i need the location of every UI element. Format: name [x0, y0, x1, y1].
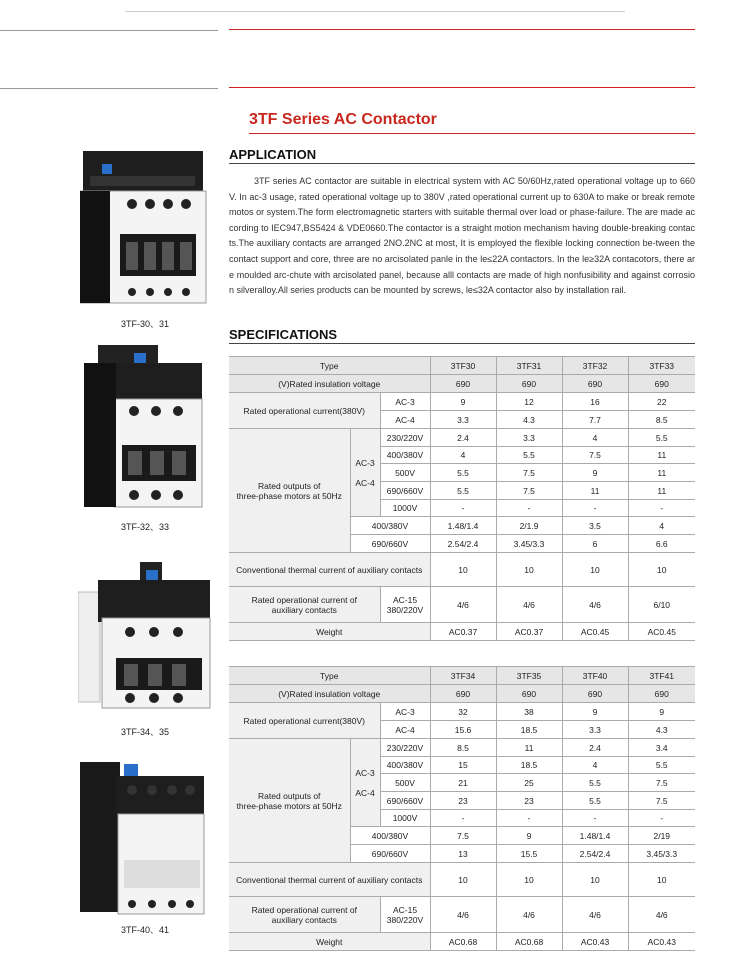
- value-cell: 11: [628, 464, 695, 482]
- application-text: 3TF series AC contactor are suitable in electrical system with AC 50/60Hz,rated operational voltage up to 660V. In ac-3 usage, rated operational voltage up to 380V ,rated operational current up to 630A to make or break remote motos or system.The form electromagnetic starters with suitable thermal over load or phase-failure. The are made according to IEC947,BS5424 & VDE0660.The contactor is a straight motion mechanism having double-breaking contacts.The auxiliary contacts are arranged 2NO.2NC at most, It is employed the flexible locking connection be-tween the contact support and core, three are no arcisolated panle in the le≤22A contactors. In the le≥32A contacotors, there are moulded arc-chute with arcisolated panel, because alll contacts are made of high nonfusibility and against corrosion silveralloy.All series products can be mounted by screws, le≤32A contactor also by installation rail.: [229, 176, 695, 296]
- table-row: [229, 897, 695, 933]
- value-cell: 5.5: [430, 464, 496, 482]
- ac3-ac4-label: AC-3 AC-4: [350, 739, 380, 827]
- value-cell: 7.5: [628, 774, 695, 792]
- value-cell: 3.3: [562, 721, 628, 739]
- voltage-label: 690/660V: [350, 845, 430, 863]
- table-row: [229, 933, 695, 951]
- value-cell: 7.7: [562, 411, 628, 429]
- value-cell: 18.5: [496, 721, 562, 739]
- value-cell: 10: [628, 863, 695, 897]
- table-row: [229, 703, 695, 721]
- value-cell: 3.3: [430, 411, 496, 429]
- value-cell: 10: [430, 863, 496, 897]
- model-cell: 3TF30: [430, 357, 496, 375]
- page-title: 3TF Series AC Contactor: [249, 111, 437, 128]
- value-cell: 38: [496, 703, 562, 721]
- weight-label: Weight: [229, 623, 430, 641]
- value-cell: 15.6: [430, 721, 496, 739]
- value-cell: 8.5: [430, 739, 496, 757]
- value-cell: 690: [562, 685, 628, 703]
- value-cell: 3.5: [562, 517, 628, 535]
- value-cell: 5.5: [496, 447, 562, 464]
- model-cell: 3TF31: [496, 357, 562, 375]
- value-cell: 5.5: [562, 774, 628, 792]
- value-cell: 6.6: [628, 535, 695, 553]
- value-cell: 10: [430, 553, 496, 587]
- value-cell: -: [628, 500, 695, 517]
- value-cell: 10: [496, 553, 562, 587]
- value-cell: 690: [496, 685, 562, 703]
- value-cell: 7.5: [562, 447, 628, 464]
- value-cell: 9: [562, 703, 628, 721]
- model-cell: 3TF32: [562, 357, 628, 375]
- value-cell: 18.5: [496, 757, 562, 774]
- value-cell: 5.5: [628, 429, 695, 447]
- table-row: [229, 553, 695, 587]
- motors-label: Rated outputs of three-phase motors at 50Hz: [229, 739, 350, 863]
- model-cell: 3TF40: [562, 667, 628, 685]
- specifications-rule: [229, 343, 695, 344]
- value-cell: 6: [562, 535, 628, 553]
- ac3-ac4-label: AC-3 AC-4: [350, 429, 380, 517]
- value-cell: 690: [628, 375, 695, 393]
- value-cell: 13: [430, 845, 496, 863]
- value-cell: 15.5: [496, 845, 562, 863]
- value-cell: 4/6: [496, 897, 562, 933]
- table-row: [229, 623, 695, 641]
- value-cell: 11: [496, 739, 562, 757]
- value-cell: 4/6: [628, 897, 695, 933]
- value-cell: 1.48/1.4: [430, 517, 496, 535]
- ac15-label: AC-15 380/220V: [380, 587, 430, 623]
- contactor-3tf30-image: [80, 146, 215, 311]
- voltage-label: 400/380V: [380, 447, 430, 464]
- contactor-3tf34-image: [78, 562, 218, 717]
- value-cell: AC0.37: [430, 623, 496, 641]
- table-row: [229, 393, 695, 411]
- motors-label: Rated outputs of three-phase motors at 50Hz: [229, 429, 350, 553]
- type-label: Type: [229, 357, 430, 375]
- value-cell: 10: [628, 553, 695, 587]
- ac3-label: AC-3: [380, 703, 430, 721]
- specifications-heading: SPECIFICATIONS: [229, 327, 338, 342]
- application-heading: APPLICATION: [229, 147, 317, 162]
- table-row: [229, 667, 695, 685]
- value-cell: 23: [430, 792, 496, 810]
- value-cell: 9: [628, 703, 695, 721]
- value-cell: 2/19: [628, 827, 695, 845]
- value-cell: 4: [562, 757, 628, 774]
- table-row: [229, 685, 695, 703]
- value-cell: 4.3: [496, 411, 562, 429]
- value-cell: -: [562, 810, 628, 827]
- value-cell: -: [430, 500, 496, 517]
- value-cell: 8.5: [628, 411, 695, 429]
- value-cell: 10: [562, 553, 628, 587]
- voltage-label: 690/660V: [380, 792, 430, 810]
- insulation-label: (V)Rated insulation voltage: [229, 685, 430, 703]
- value-cell: 11: [628, 482, 695, 500]
- table-row: [229, 739, 695, 757]
- value-cell: 7.5: [496, 464, 562, 482]
- value-cell: 4: [628, 517, 695, 535]
- value-cell: 4: [430, 447, 496, 464]
- value-cell: 690: [430, 685, 496, 703]
- op-current-label: Rated operational current(380V): [229, 703, 380, 739]
- value-cell: -: [430, 810, 496, 827]
- value-cell: 5.5: [430, 482, 496, 500]
- value-cell: 15: [430, 757, 496, 774]
- value-cell: 7.5: [430, 827, 496, 845]
- value-cell: 12: [496, 393, 562, 411]
- spec-table-2: [229, 666, 695, 951]
- value-cell: 32: [430, 703, 496, 721]
- ac4-label: AC-4: [380, 721, 430, 739]
- model-cell: 3TF35: [496, 667, 562, 685]
- voltage-label: 230/220V: [380, 739, 430, 757]
- value-cell: 4/6: [562, 587, 628, 623]
- title-rule-top: [229, 87, 695, 88]
- product-caption: 3TF-32、33: [120, 522, 170, 532]
- model-cell: 3TF34: [430, 667, 496, 685]
- value-cell: 690: [628, 685, 695, 703]
- ac4-label: AC-4: [380, 411, 430, 429]
- value-cell: -: [562, 500, 628, 517]
- value-cell: 3.3: [496, 429, 562, 447]
- title-rule-left: [0, 88, 218, 89]
- insulation-label: (V)Rated insulation voltage: [229, 375, 430, 393]
- value-cell: 4/6: [496, 587, 562, 623]
- value-cell: -: [496, 810, 562, 827]
- product-caption: 3TF-40、41: [120, 925, 170, 935]
- value-cell: -: [496, 500, 562, 517]
- voltage-label: 400/380V: [350, 517, 430, 535]
- voltage-label: 500V: [380, 774, 430, 792]
- product-caption: 3TF-30、31: [120, 319, 170, 329]
- value-cell: 4.3: [628, 721, 695, 739]
- voltage-label: 400/380V: [380, 757, 430, 774]
- voltage-label: 1000V: [380, 810, 430, 827]
- table-row: [229, 587, 695, 623]
- value-cell: 10: [496, 863, 562, 897]
- application-rule: [229, 163, 695, 164]
- type-label: Type: [229, 667, 430, 685]
- weight-label: Weight: [229, 933, 430, 951]
- value-cell: 22: [628, 393, 695, 411]
- value-cell: AC0.68: [496, 933, 562, 951]
- value-cell: AC0.43: [628, 933, 695, 951]
- ac3-label: AC-3: [380, 393, 430, 411]
- model-cell: 3TF41: [628, 667, 695, 685]
- title-rule-bottom: [249, 133, 695, 134]
- value-cell: -: [628, 810, 695, 827]
- value-cell: 3.45/3.3: [628, 845, 695, 863]
- value-cell: 3.45/3.3: [496, 535, 562, 553]
- contactor-3tf40-image: [80, 760, 210, 920]
- value-cell: 25: [496, 774, 562, 792]
- value-cell: AC0.43: [562, 933, 628, 951]
- value-cell: 2.4: [562, 739, 628, 757]
- contactor-3tf32-image: [84, 343, 214, 513]
- table-row: [229, 429, 695, 447]
- value-cell: AC0.37: [496, 623, 562, 641]
- voltage-label: 690/660V: [350, 535, 430, 553]
- value-cell: 2.54/2.4: [562, 845, 628, 863]
- value-cell: AC0.68: [430, 933, 496, 951]
- value-cell: 9: [562, 464, 628, 482]
- value-cell: 11: [562, 482, 628, 500]
- value-cell: 3.4: [628, 739, 695, 757]
- voltage-label: 690/660V: [380, 482, 430, 500]
- voltage-label: 1000V: [380, 500, 430, 517]
- spec-table-1: [229, 356, 695, 641]
- value-cell: 4/6: [562, 897, 628, 933]
- aux-label: Rated operational current of auxiliary contacts: [229, 587, 380, 623]
- voltage-label: 500V: [380, 464, 430, 482]
- value-cell: 21: [430, 774, 496, 792]
- model-cell: 3TF33: [628, 357, 695, 375]
- value-cell: 10: [562, 863, 628, 897]
- value-cell: 690: [430, 375, 496, 393]
- value-cell: 6/10: [628, 587, 695, 623]
- voltage-label: 400/380V: [350, 827, 430, 845]
- value-cell: 4: [562, 429, 628, 447]
- thermal-label: Conventional thermal current of auxiliary contacts: [229, 553, 430, 587]
- ac15-label: AC-15 380/220V: [380, 897, 430, 933]
- value-cell: 7.5: [628, 792, 695, 810]
- value-cell: 23: [496, 792, 562, 810]
- value-cell: 1.48/1.4: [562, 827, 628, 845]
- thermal-label: Conventional thermal current of auxiliary contacts: [229, 863, 430, 897]
- value-cell: 9: [430, 393, 496, 411]
- value-cell: 5.5: [628, 757, 695, 774]
- table-row: [229, 863, 695, 897]
- value-cell: 11: [628, 447, 695, 464]
- value-cell: AC0.45: [562, 623, 628, 641]
- value-cell: 4/6: [430, 897, 496, 933]
- value-cell: 7.5: [496, 482, 562, 500]
- header-rule-left: [0, 30, 218, 31]
- value-cell: 2.54/2.4: [430, 535, 496, 553]
- aux-label: Rated operational current of auxiliary contacts: [229, 897, 380, 933]
- header-rule-right: [229, 29, 695, 30]
- value-cell: 9: [496, 827, 562, 845]
- product-caption: 3TF-34、35: [120, 727, 170, 737]
- value-cell: 2/1.9: [496, 517, 562, 535]
- table-row: [229, 357, 695, 375]
- value-cell: AC0.45: [628, 623, 695, 641]
- value-cell: 690: [496, 375, 562, 393]
- voltage-label: 230/220V: [380, 429, 430, 447]
- top-divider: [125, 11, 625, 12]
- value-cell: 690: [562, 375, 628, 393]
- value-cell: 4/6: [430, 587, 496, 623]
- op-current-label: Rated operational current(380V): [229, 393, 380, 429]
- value-cell: 5.5: [562, 792, 628, 810]
- table-row: [229, 375, 695, 393]
- value-cell: 2.4: [430, 429, 496, 447]
- value-cell: 16: [562, 393, 628, 411]
